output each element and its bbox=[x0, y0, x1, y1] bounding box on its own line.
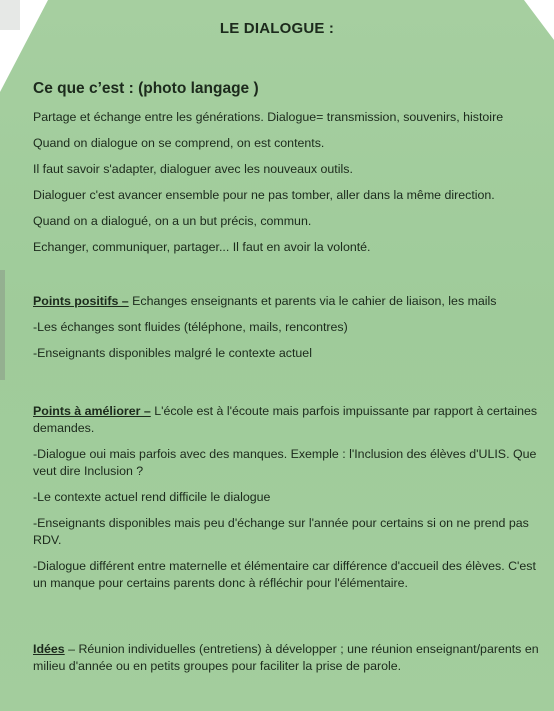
positives-intro-text: Echanges enseignants et parents via le cahier de liaison, les mails bbox=[128, 294, 497, 308]
paragraph: Quand on dialogue on se comprend, on est contents. bbox=[33, 136, 325, 150]
section-heading-what-is: Ce que c’est : (photo langage ) bbox=[33, 80, 259, 97]
paragraph: Dialoguer c'est avancer ensemble pour ne pas tomber, aller dans la même direction. bbox=[33, 188, 495, 202]
ideas-intro bbox=[33, 641, 543, 675]
paragraph: -Dialogue oui mais parfois avec des manques. Exemple : l'Inclusion des élèves d'ULIS. Que veut dire Inclusion ? bbox=[33, 447, 537, 478]
positives-intro bbox=[33, 293, 543, 310]
document-title: LE DIALOGUE : bbox=[219, 20, 335, 37]
paper-edge-shadow bbox=[0, 270, 5, 380]
ideas-label: Idées bbox=[33, 642, 65, 656]
paragraph: -Le contexte actuel rend difficile le dialogue bbox=[33, 490, 271, 504]
positives-label: Points positifs – bbox=[33, 294, 129, 308]
improvements-intro bbox=[33, 403, 543, 437]
spacer bbox=[33, 371, 543, 403]
paragraph: -Enseignants disponibles malgré le contexte actuel bbox=[33, 346, 312, 360]
spacer bbox=[33, 601, 543, 641]
spacer bbox=[33, 265, 543, 293]
improvements-label: Points à améliorer – bbox=[33, 404, 151, 418]
improvements-intro-text: L'école est à l'écoute mais parfois impuissante par rapport à certaines demandes. bbox=[33, 404, 538, 435]
paragraph: -Dialogue différent entre maternelle et élémentaire car différence d'accueil des élèves. C'est un manque pour certains parents donc à réfléchir pour l'élémentaire. bbox=[33, 559, 536, 590]
paragraph: Echanger, communiquer, partager... Il faut en avoir la volonté. bbox=[33, 240, 371, 254]
paragraph: -Les échanges sont fluides (téléphone, mails, rencontres) bbox=[33, 320, 348, 334]
document-body bbox=[33, 80, 543, 684]
paragraph: Il faut savoir s'adapter, dialoguer avec les nouveaux outils. bbox=[33, 162, 353, 176]
paragraph: -Enseignants disponibles mais peu d'échange sur l'année pour certains si on ne prend pas RDV. bbox=[33, 516, 529, 547]
paragraph: Partage et échange entre les générations. Dialogue= transmission, souvenirs, histoire bbox=[33, 110, 504, 124]
paragraph: Quand on a dialogué, on a un but précis, commun. bbox=[33, 214, 312, 228]
ideas-intro-text: – Réunion individuelles (entretiens) à développer ; une réunion enseignant/parents en milieu d'année ou en petits groupes pour faciliter la prise de parole. bbox=[33, 642, 539, 673]
